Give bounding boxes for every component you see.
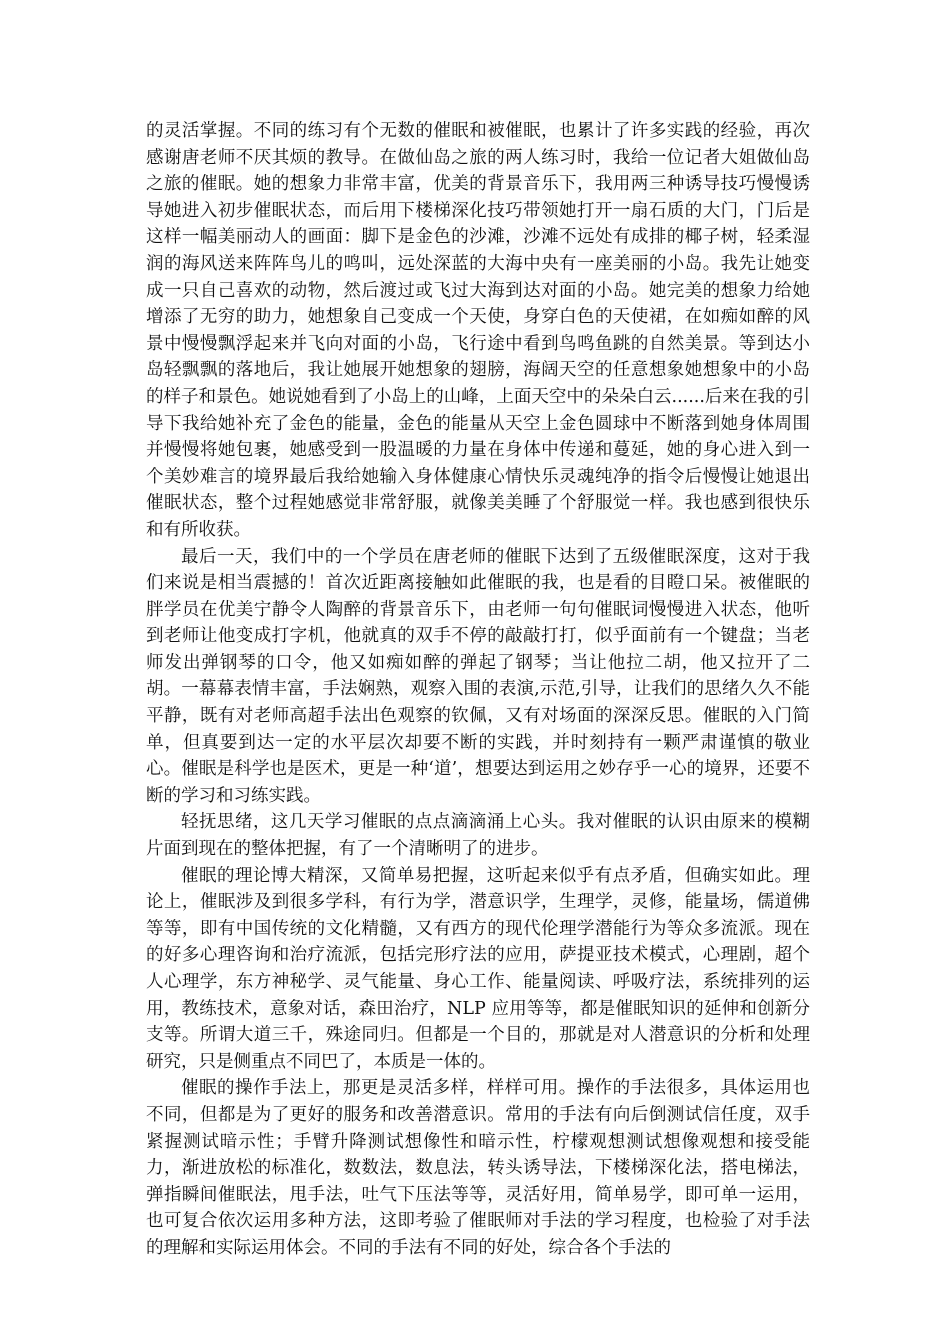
paragraph-4: 催眠的理论博大精深，又简单易把握，这听起来似乎有点矛盾，但确实如此。理论上，催眠涉及到很多学科，有行为学，潜意识学，生理学，灵修，能量场，儒道佛等等，即有中国传统的文化精髓，又有西方的现代伦理学潜能行为等众多流派。现在的好多心理咨询和治疗流派，包括完形疗法的应用，萨提亚技术模式，心理剧，超个人心理学，东方神秘学、灵气能量、身心工作、能量阅读、呼吸疗法，系统排列的运用，教练技术，意象对话，森田治疗，NLP 应用等等，都是催眠知识的延伸和创新分支等。所谓大道三千，殊途同归。但都是一个目的，那就是对人潜意识的分析和处理研究，只是侧重点不同巴了，本质是一体的。 xyxy=(146,865,810,1072)
paragraph-3: 轻抚思绪，这几天学习催眠的点点滴滴涌上心头。我对催眠的认识由原来的模糊片面到现在的整体把握，有了一个清晰明了的进步。 xyxy=(146,812,810,860)
document-page xyxy=(146,118,810,1262)
paragraph-2: 最后一天，我们中的一个学员在唐老师的催眠下达到了五级催眠深度，这对于我们来说是相当震撼的！首次近距离接触如此催眠的我，也是看的目瞪口呆。被催眠的胖学员在优美宁静令人陶醉的背景音乐下，由老师一句句催眠词慢慢进入状态，他听到老师让他变成打字机，他就真的双手不停的敲敲打打，似乎面前有一个键盘；当老师发出弹钢琴的口令，他又如痴如醉的弹起了钢琴；当让他拉二胡，他又拉开了二胡。一幕幕表情丰富，手法娴熟，观察入围的表演,示范,引导，让我们的思绪久久不能平静，既有对老师高超手法出色观察的钦佩，又有对场面的深深反思。催眠的入门简单，但真要到达一定的水平层次却要不断的实践，并时刻持有一颗严肃谨慎的敬业心。催眠是科学也是医术，更是一种‘道’，想要达到运用之妙存乎一心的境界，还要不断的学习和习练实践。 xyxy=(146,546,810,806)
paragraph-1: 的灵活掌握。不同的练习有个无数的催眠和被催眠，也累计了许多实践的经验，再次感谢唐老师不厌其烦的教导。在做仙岛之旅的两人练习时，我给一位记者大姐做仙岛之旅的催眠。她的想象力非常丰富，优美的背景音乐下，我用两三种诱导技巧慢慢诱导她进入初步催眠状态，而后用下楼梯深化技巧带领她打开一扇石质的大门，门后是这样一幅美丽动人的画面：脚下是金色的沙滩，沙滩不远处有成排的椰子树，轻柔湿润的海风送来阵阵鸟儿的鸣叫，远处深蓝的大海中央有一座美丽的小岛。我先让她变成一只自己喜欢的动物，然后渡过或飞过大海到达对面的小岛。她完美的想象力给她增添了无穷的助力，她想象自己变成一个天使，身穿白色的天使裙，在如痴如醉的风景中慢慢飘浮起来并飞向对面的小岛，飞行途中看到鸟鸣鱼跳的自然美景。等到达小岛轻飘飘的落地后，我让她展开她想象的翅膀，海阔天空的任意想象她想象中的小岛的样子和景色。她说她看到了小岛上的山峰，上面天空中的朵朵白云......后来在我的引导下我给她补充了金色的能量，金色的能量从天空上金色圆球中不断落到她身体周围并慢慢将她包裹，她感受到一股温暖的力量在身体中传递和蔓延，她的身心进入到一个美妙难言的境界最后我给她输入身体健康心情快乐灵魂纯净的指令后慢慢让她退出催眠状态，整个过程她感觉非常舒服，就像美美睡了个舒服觉一样。我也感到很快乐和有所收获。 xyxy=(146,121,810,540)
paragraph-5: 催眠的操作手法上，那更是灵活多样，样样可用。操作的手法很多，具体运用也不同，但都是为了更好的服务和改善潜意识。常用的手法有向后倒测试信任度，双手紧握测试暗示性；手臂升降测试想像性和暗示性，柠檬观想测试想像观想和接受能力，渐进放松的标准化，数数法，数息法，转头诱导法，下楼梯深化法，搭电梯法，弹指瞬间催眠法，甩手法，吐气下压法等等，灵活好用，简单易学，即可单一运用，也可复合依次运用多种方法，这即考验了催眠师对手法的学习程度，也检验了对手法的理解和实际运用体会。不同的手法有不同的好处，综合各个手法的 xyxy=(146,1078,810,1258)
